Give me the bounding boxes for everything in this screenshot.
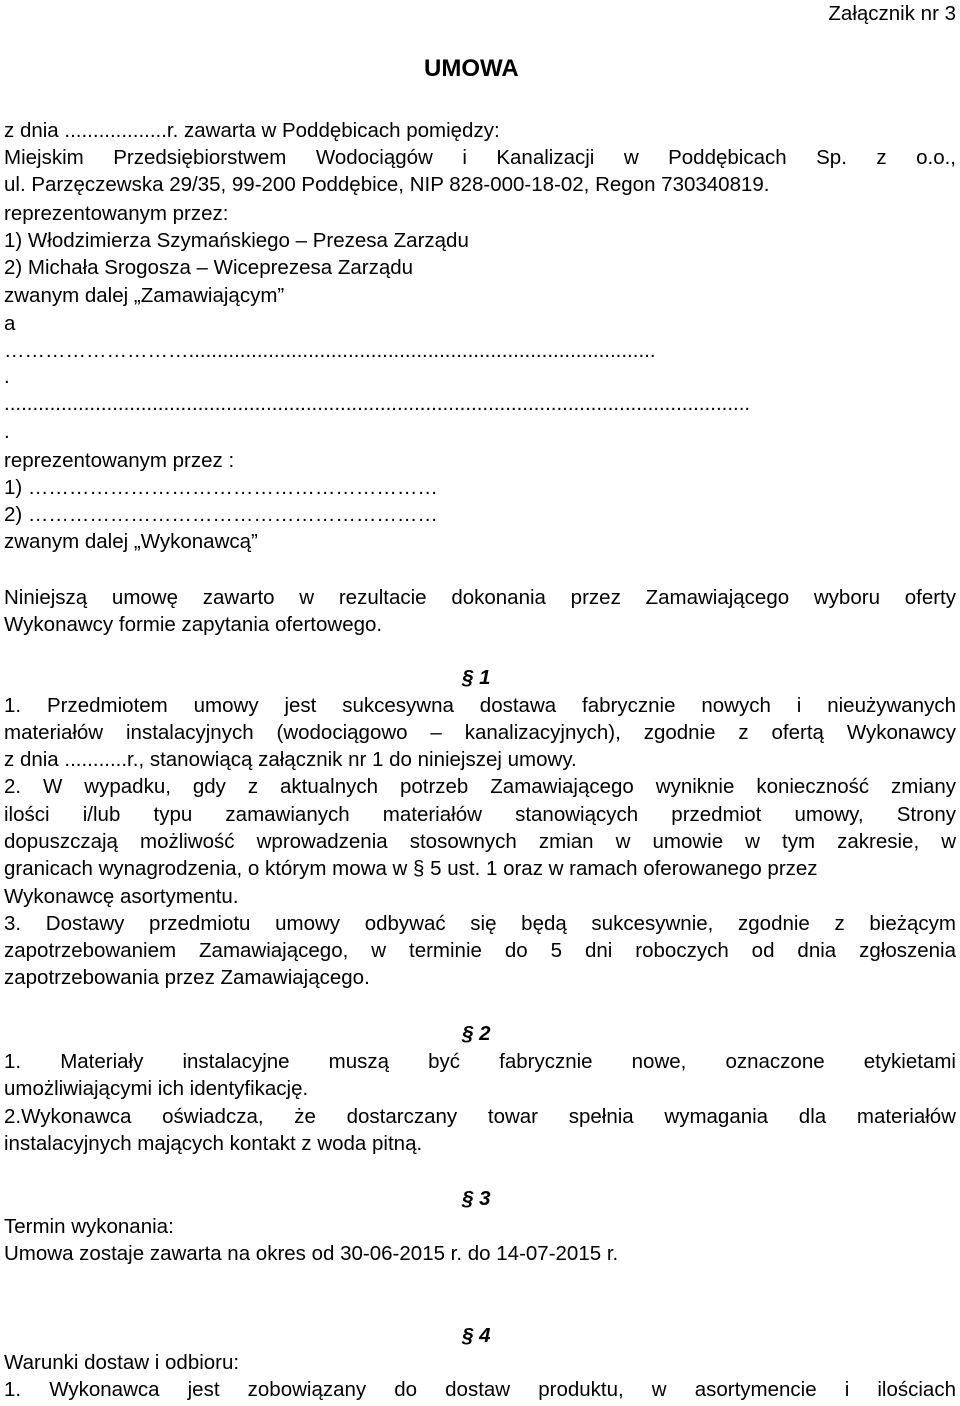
blank-party-line-2: ................................................................................................................................... bbox=[4, 392, 751, 415]
attachment-label: Załącznik nr 3 bbox=[828, 2, 956, 25]
section-2-line: umożliwiającymi ich identyfikację. bbox=[4, 1077, 309, 1100]
section-1-line: materiałów instalacyjnych (wodociągowo – kanalizacyjnych), zgodnie z ofertą Wykonawcy bbox=[4, 721, 956, 744]
section-4-heading: § 4 bbox=[462, 1324, 491, 1347]
section-1-line: z dnia ...........r., stanowiącą załącznik nr 1 do niniejszej umowy. bbox=[4, 748, 577, 771]
represented-by: reprezentowanym przez: bbox=[4, 202, 229, 225]
section-1-heading: § 1 bbox=[462, 666, 491, 689]
section-2-line: 1. Materiały instalacyjne muszą być fabrycznie nowe, oznaczone etykietami bbox=[4, 1050, 956, 1073]
section-1-line: ilości i/lub typu zamawianych materiałów stanowiących przedmiot umowy, Strony bbox=[4, 803, 956, 826]
contractor-representative-2: 2) …………………………………………………… bbox=[4, 503, 438, 526]
representative-2: 2) Michała Srogosza – Wiceprezesa Zarządu bbox=[4, 256, 414, 279]
document-title: UMOWA bbox=[424, 55, 519, 82]
section-4-label: Warunki dostaw i odbioru: bbox=[4, 1351, 240, 1374]
section-2-heading: § 2 bbox=[462, 1022, 491, 1045]
blank-party-line-1: ……………………….................................................................................. bbox=[4, 339, 656, 362]
section-1-line: 3. Dostawy przedmiotu umowy odbywać się będą sukcesywnie, zgodnie z bieżącym bbox=[4, 912, 956, 935]
section-4-text: 1. Wykonawca jest zobowiązany do dostaw produktu, w asortymencie i ilościach bbox=[4, 1378, 956, 1401]
company-address: ul. Parzęczewska 29/35, 99-200 Poddębice, NIP 828-000-18-02, Regon 730340819. bbox=[4, 173, 770, 196]
blank-party-line-2-end: . bbox=[4, 420, 10, 443]
represented-by-2: reprezentowanym przez : bbox=[4, 449, 235, 472]
section-2-line: 2.Wykonawca oświadcza, że dostarczany towar spełnia wymagania dla materiałów bbox=[4, 1105, 956, 1128]
section-1-line: dopuszczają możliwość wprowadzenia stosownych zmian w umowie w tym zakresie, w bbox=[4, 830, 956, 853]
section-3-label: Termin wykonania: bbox=[4, 1215, 174, 1238]
section-3-text: Umowa zostaje zawarta na okres od 30-06-2015 r. do 14-07-2015 r. bbox=[4, 1242, 619, 1265]
contractor-label: zwanym dalej „Wykonawcą” bbox=[4, 530, 258, 553]
blank-party-line-1-end: . bbox=[4, 365, 10, 388]
section-1-line: zapotrzebowania przez Zamawiającego. bbox=[4, 966, 370, 989]
section-1-line: 1. Przedmiotem umowy jest sukcesywna dostawa fabrycznie nowych i nieużywanych bbox=[4, 694, 956, 717]
section-1-line: granicach wynagrodzenia, o którym mowa w § 5 ust. 1 oraz w ramach oferowanego przez bbox=[4, 857, 818, 880]
section-3-heading: § 3 bbox=[462, 1187, 491, 1210]
contract-page bbox=[4, 0, 956, 1406]
section-1-line: 2. W wypadku, gdy z aktualnych potrzeb Zamawiającego wyniknie konieczność zmiany bbox=[4, 775, 956, 798]
conjunction-a: a bbox=[4, 312, 16, 335]
preamble-line-1: Niniejszą umowę zawarto w rezultacie dokonania przez Zamawiającego wyboru oferty bbox=[4, 586, 956, 609]
ordering-party-label: zwanym dalej „Zamawiającym” bbox=[4, 284, 285, 307]
company-name: Miejskim Przedsiębiorstwem Wodociągów i Kanalizacji w Poddębicach Sp. z o.o., bbox=[4, 146, 956, 169]
date-line: z dnia ..................r. zawarta w Poddębicach pomiędzy: bbox=[4, 119, 500, 142]
section-2-line: instalacyjnych mających kontakt z woda pitną. bbox=[4, 1132, 423, 1155]
contractor-representative-1: 1) …………………………………………………… bbox=[4, 476, 438, 499]
section-1-line: zapotrzebowaniem Zamawiającego, w terminie do 5 dni roboczych od dnia zgłoszenia bbox=[4, 939, 956, 962]
representative-1: 1) Włodzimierza Szymańskiego – Prezesa Zarządu bbox=[4, 229, 469, 252]
preamble-line-2: Wykonawcy formie zapytania ofertowego. bbox=[4, 613, 383, 636]
section-1-line: Wykonawcę asortymentu. bbox=[4, 885, 239, 908]
